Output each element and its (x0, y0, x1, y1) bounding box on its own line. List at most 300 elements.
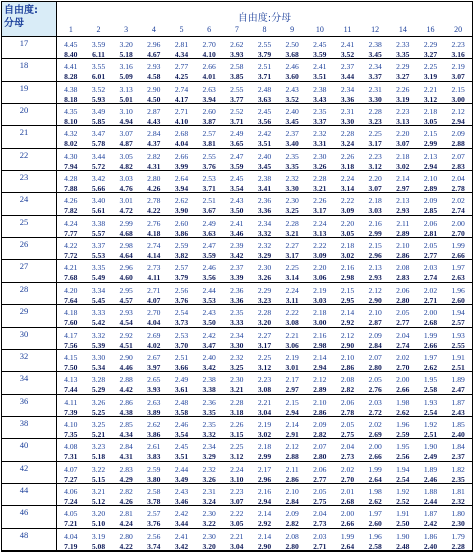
table-cell: 2.40 (423, 541, 438, 551)
table-cell: 7.56 (64, 340, 78, 350)
table-cell: 2.75 (313, 496, 327, 506)
table-cell: 3.36 (340, 94, 355, 104)
table-cell: 3.09 (313, 251, 327, 261)
table-cell: 3.20 (202, 541, 216, 551)
table-cell: 2.92 (119, 330, 133, 340)
table-cell: 2.15 (340, 285, 355, 295)
table-cell: 4.07 (147, 295, 161, 305)
table-cell: 4.34 (174, 50, 189, 59)
table-cell: 7.82 (64, 206, 78, 216)
table-cell: 2.90 (147, 84, 161, 94)
table-cell: 3.20 (257, 318, 272, 328)
table-cell: 2.06 (396, 285, 410, 295)
table-cell: 3.90 (174, 206, 189, 216)
table-cell: 2.16 (340, 263, 355, 273)
table-cell: 3.04 (257, 407, 272, 417)
table-cell: 3.33 (230, 318, 244, 328)
table-cell: 5.09 (119, 72, 133, 82)
row-df-cell (2, 484, 57, 505)
table-cell: 2.14 (340, 308, 355, 318)
table-cell: 2.37 (451, 452, 465, 462)
table-cell: 5.29 (91, 385, 106, 395)
table-cell: 4.45 (64, 40, 78, 49)
table-cell: 2.60 (174, 218, 189, 228)
table-row-alpha-01 (57, 317, 472, 328)
table-cell: 2.46 (423, 474, 438, 484)
table-cell: 2.22 (313, 241, 327, 251)
table-cell: 4.17 (174, 94, 189, 104)
row-df-cell (2, 395, 57, 416)
table-cell: 2.66 (202, 62, 216, 72)
table-cell: 2.98 (119, 241, 133, 251)
table-cell: 2.88 (285, 452, 299, 462)
table-row-group (2, 350, 472, 372)
table-cell: 2.14 (257, 531, 272, 541)
table-cell: 2.88 (119, 375, 133, 385)
table-cell: 2.55 (451, 340, 465, 350)
table-cell: 2.17 (257, 464, 272, 474)
table-cell: 2.70 (340, 474, 355, 484)
row-df-cell (2, 350, 57, 371)
table-cell: 2.35 (230, 308, 244, 318)
table-cell: 2.64 (174, 174, 189, 184)
table-cell: 2.32 (230, 352, 244, 362)
table-cell: 3.01 (285, 362, 299, 372)
table-cell: 5.93 (91, 94, 106, 104)
table-cell: 8.02 (64, 139, 78, 149)
table-cell: 3.59 (313, 50, 327, 59)
table-cell: 3.17 (257, 340, 272, 350)
table-cell: 2.56 (174, 285, 189, 295)
table-cell: 4.26 (64, 196, 78, 206)
table-cell: 2.25 (230, 442, 244, 452)
table-cell: 2.68 (423, 318, 438, 328)
row-df-label: 30 (19, 328, 29, 339)
table-cell: 2.73 (313, 519, 327, 529)
row-df-cell (2, 104, 57, 125)
table-cell: 2.92 (257, 519, 272, 529)
table-cell: 2.35 (451, 474, 465, 484)
table-cell: 2.53 (174, 330, 189, 340)
table-cell: 3.36 (230, 295, 244, 305)
table-cell: 2.05 (423, 241, 438, 251)
numerator-title: 自由度:分母 (237, 13, 292, 24)
table-cell: 2.08 (340, 375, 355, 385)
table-cell: 4.35 (64, 107, 78, 117)
table-cell: 2.00 (396, 375, 410, 385)
table-cell: 6.11 (92, 50, 105, 59)
table-cell: 2.89 (396, 228, 410, 238)
table-cell: 2.82 (285, 519, 299, 529)
table-row-alpha-01 (57, 161, 472, 172)
table-cell: 2.05 (313, 486, 327, 496)
table-cell: 3.37 (91, 241, 106, 251)
table-cell: 2.32 (313, 129, 327, 139)
column-number: 11 (343, 25, 352, 34)
table-cell: 3.21 (91, 486, 106, 496)
table-cell: 2.34 (230, 330, 244, 340)
table-cell: 4.22 (119, 541, 133, 551)
table-row-alpha-01 (57, 138, 472, 149)
table-cell: 4.94 (119, 117, 133, 127)
table-cell: 5.39 (91, 340, 106, 350)
table-cell: 5.34 (91, 362, 106, 372)
table-cell: 2.04 (313, 509, 327, 519)
table-cell: 2.28 (313, 174, 327, 184)
table-cell: 3.81 (202, 139, 216, 149)
table-cell: 7.39 (64, 407, 78, 417)
row-df-label: 32 (19, 350, 29, 361)
row-df-cell (2, 37, 57, 58)
table-cell: 2.54 (396, 474, 410, 484)
table-cell: 7.94 (64, 161, 78, 171)
table-cell: 2.26 (340, 151, 355, 161)
row-df-label: 21 (19, 127, 29, 138)
table-cell: 3.05 (340, 228, 355, 238)
table-cell: 2.41 (340, 40, 355, 49)
row-df-label: 27 (19, 261, 29, 272)
table-cell: 2.05 (368, 375, 382, 385)
table-cell: 3.31 (313, 139, 327, 149)
table-cell: 2.23 (230, 486, 244, 496)
table-cell: 3.50 (230, 206, 244, 216)
table-cell: 3.32 (257, 228, 272, 238)
table-cell: 3.52 (91, 84, 106, 94)
table-cell: 2.06 (313, 464, 327, 474)
table-cell: 2.24 (230, 464, 244, 474)
table-cell: 3.76 (147, 519, 161, 529)
table-cell: 2.80 (368, 362, 382, 372)
table-cell: 2.71 (174, 107, 189, 117)
table-cell: 2.00 (368, 442, 382, 452)
table-row-alpha-01 (57, 205, 472, 216)
table-cell: 2.12 (313, 375, 327, 385)
table-row-group (2, 305, 472, 327)
table-cell: 2.37 (230, 263, 244, 273)
table-cell: 2.28 (257, 308, 272, 318)
table-cell: 2.57 (451, 318, 465, 328)
table-cell: 4.11 (64, 397, 78, 407)
table-cell: 4.43 (147, 117, 161, 127)
table-cell: 2.42 (423, 519, 438, 529)
table-cell: 5.57 (91, 228, 106, 238)
table-cell: 2.62 (423, 362, 438, 372)
table-cell: 2.28 (340, 129, 355, 139)
table-cell: 2.15 (451, 84, 465, 94)
table-cell: 2.94 (451, 117, 465, 127)
table-cell: 2.63 (202, 84, 216, 94)
table-cell: 3.12 (257, 362, 272, 372)
table-cell: 2.86 (119, 397, 133, 407)
table-cell: 3.40 (285, 139, 299, 149)
table-cell: 2.59 (396, 429, 410, 439)
table-cell: 2.85 (119, 419, 133, 429)
table-cell: 3.86 (174, 228, 189, 238)
table-cell: 3.93 (230, 50, 244, 59)
table-cell: 3.44 (174, 519, 189, 529)
table-cell: 5.45 (91, 295, 106, 305)
table-cell: 2.64 (368, 474, 382, 484)
row-df-label: 34 (19, 373, 29, 384)
table-cell: 2.33 (396, 40, 410, 49)
row-df-cell (2, 238, 57, 259)
table-cell: 2.01 (340, 486, 355, 496)
table-cell: 2.19 (451, 62, 465, 72)
table-cell: 2.69 (147, 330, 161, 340)
table-cell: 3.11 (285, 295, 299, 305)
table-cell: 4.04 (174, 139, 189, 149)
row-df-cell (2, 372, 57, 393)
table-cell: 2.20 (396, 129, 410, 139)
table-cell: 3.29 (202, 452, 216, 462)
table-cell: 3.07 (230, 496, 244, 506)
column-number: 7 (234, 25, 239, 34)
column-number: 20 (454, 25, 463, 34)
row-df-cell (2, 439, 57, 460)
table-cell: 1.98 (368, 486, 382, 496)
table-cell: 3.68 (285, 50, 299, 59)
table-cell: 3.21 (230, 385, 244, 395)
table-cell: 2.60 (368, 519, 382, 529)
row-df-cell (2, 417, 57, 438)
table-cell: 2.52 (396, 496, 410, 506)
table-cell: 3.54 (230, 184, 244, 194)
table-cell: 4.10 (64, 419, 78, 429)
row-df-label: 38 (19, 417, 29, 428)
table-cell: 4.01 (202, 72, 216, 82)
table-cell: 3.49 (91, 107, 106, 117)
table-cell: 2.31 (202, 486, 216, 496)
table-cell: 3.10 (119, 107, 133, 117)
table-cell: 3.55 (91, 62, 106, 72)
table-cell: 3.25 (230, 362, 244, 372)
table-cell: 3.78 (147, 496, 161, 506)
table-cell: 2.00 (451, 218, 465, 228)
table-cell: 2.52 (230, 107, 244, 117)
table-cell: 3.25 (91, 419, 106, 429)
table-cell: 3.89 (147, 407, 161, 417)
table-cell: 2.66 (174, 151, 189, 161)
table-cell: 2.75 (340, 429, 355, 439)
table-row-alpha-01 (57, 116, 472, 127)
row-df-label: 46 (19, 507, 29, 518)
table-row-group (2, 395, 472, 417)
table-cell: 3.14 (285, 273, 299, 283)
table-cell: 1.96 (451, 285, 465, 295)
table-cell: 4.11 (147, 273, 161, 283)
table-cell: 2.27 (257, 330, 272, 340)
table-cell: 2.78 (451, 184, 465, 194)
table-cell: 4.10 (174, 117, 189, 127)
table-cell: 2.47 (202, 241, 216, 251)
table-cell: 2.92 (340, 318, 355, 328)
table-cell: 3.37 (368, 72, 382, 82)
table-cell: 6.01 (91, 72, 106, 82)
table-cell: 2.77 (174, 62, 189, 72)
row-df-label: 26 (19, 239, 29, 250)
table-cell: 4.15 (64, 352, 78, 362)
table-cell: 2.10 (340, 352, 355, 362)
table-cell: 7.31 (64, 452, 78, 462)
table-cell: 4.10 (202, 50, 216, 59)
table-cell: 2.77 (396, 318, 410, 328)
table-cell: 2.94 (313, 362, 327, 372)
table-cell: 2.58 (230, 62, 244, 72)
table-cell: 3.22 (202, 519, 216, 529)
table-cell: 2.27 (285, 241, 299, 251)
table-cell: 2.42 (202, 330, 216, 340)
table-cell: 5.01 (119, 94, 133, 104)
table-cell: 2.99 (368, 228, 382, 238)
table-cell: 2.82 (313, 429, 327, 439)
table-cell: 3.40 (91, 196, 106, 206)
row-df-cell (2, 126, 57, 147)
table-cell: 2.95 (119, 285, 133, 295)
table-cell: 2.48 (257, 84, 272, 94)
table-row-group (2, 439, 472, 461)
table-cell: 2.02 (451, 196, 465, 206)
table-cell: 2.74 (423, 273, 438, 283)
table-cell: 3.03 (313, 295, 327, 305)
table-cell: 3.56 (202, 273, 216, 283)
table-cell: 3.24 (202, 496, 216, 506)
table-cell: 2.71 (147, 285, 161, 295)
table-cell: 7.19 (64, 541, 78, 551)
table-cell: 1.99 (340, 531, 355, 541)
table-cell: 3.44 (340, 72, 355, 82)
table-cell: 2.74 (174, 84, 189, 94)
table-cell: 4.50 (147, 94, 161, 104)
table-cell: 2.21 (230, 531, 244, 541)
table-cell: 2.10 (285, 486, 299, 496)
table-cell: 2.26 (313, 196, 327, 206)
table-cell: 2.70 (396, 362, 410, 372)
table-cell: 2.59 (174, 241, 189, 251)
table-cell: 4.31 (147, 161, 161, 171)
row-df-label: 24 (19, 194, 29, 205)
table-cell: 2.08 (285, 531, 299, 541)
table-cell: 2.23 (396, 107, 410, 117)
table-cell: 2.19 (257, 419, 272, 429)
table-cell: 2.30 (257, 263, 272, 273)
table-cell: 4.04 (64, 531, 78, 541)
table-cell: 2.14 (396, 174, 410, 184)
table-cell: 2.09 (451, 129, 465, 139)
table-row-alpha-01 (57, 94, 472, 105)
table-cell: 4.32 (64, 129, 78, 139)
table-cell: 2.18 (257, 442, 272, 452)
table-cell: 2.97 (285, 385, 299, 395)
table-cell: 2.04 (340, 442, 355, 452)
table-cell: 2.68 (340, 496, 355, 506)
table-cell: 2.38 (368, 40, 382, 49)
table-row-group (2, 149, 472, 171)
table-cell: 2.55 (230, 84, 244, 94)
table-cell: 2.69 (368, 429, 382, 439)
table-cell: 2.16 (368, 218, 382, 228)
row-df-cell (2, 305, 57, 326)
table-cell: 2.93 (147, 62, 161, 72)
table-cell: 4.26 (147, 184, 161, 194)
table-cell: 5.72 (91, 161, 106, 171)
table-cell: 2.42 (174, 509, 189, 519)
table-cell: 4.17 (64, 330, 78, 340)
table-cell: 2.94 (423, 161, 438, 171)
table-cell: 1.92 (396, 486, 410, 496)
table-cell: 2.46 (285, 62, 299, 72)
row-df-cell (2, 506, 57, 527)
table-cell: 4.87 (119, 139, 133, 149)
table-cell: 3.16 (451, 50, 465, 59)
table-cell: 4.82 (119, 161, 133, 171)
table-cell: 4.38 (64, 84, 78, 94)
table-cell: 3.79 (174, 273, 189, 283)
table-cell: 2.04 (451, 174, 465, 184)
table-cell: 3.26 (257, 273, 272, 283)
table-cell: 5.08 (91, 541, 106, 551)
table-cell: 3.27 (396, 72, 410, 82)
table-cell: 2.31 (340, 107, 355, 117)
table-cell: 2.80 (285, 541, 299, 551)
table-cell: 3.34 (91, 285, 106, 295)
table-cell: 3.07 (119, 129, 133, 139)
table-cell: 2.89 (423, 184, 438, 194)
table-cell: 3.73 (174, 318, 189, 328)
table-cell: 2.09 (368, 330, 382, 340)
table-cell: 3.18 (340, 161, 355, 171)
table-cell: 4.57 (119, 295, 133, 305)
table-cell: 3.28 (91, 375, 106, 385)
table-cell: 3.07 (368, 184, 382, 194)
table-cell: 2.16 (257, 486, 272, 496)
table-cell: 1.79 (451, 531, 465, 541)
table-cell: 2.20 (313, 263, 327, 273)
table-cell: 2.25 (368, 129, 382, 139)
table-cell: 2.07 (451, 151, 465, 161)
table-cell: 1.93 (423, 397, 438, 407)
table-cell: 2.81 (174, 40, 189, 49)
table-cell: 3.22 (91, 464, 106, 474)
table-cell: 2.34 (202, 442, 216, 452)
table-cell: 2.62 (174, 196, 189, 206)
table-cell: 7.44 (64, 385, 78, 395)
table-cell: 2.78 (147, 196, 161, 206)
table-cell: 1.80 (451, 509, 465, 519)
table-cell: 3.51 (174, 452, 189, 462)
table-cell: 3.59 (202, 251, 216, 261)
table-cell: 2.24 (313, 218, 327, 228)
table-cell: 3.42 (202, 362, 216, 372)
table-cell: 2.54 (174, 308, 189, 318)
table-cell: 3.00 (451, 94, 465, 104)
table-cell: 1.97 (368, 509, 382, 519)
table-cell: 2.13 (396, 196, 410, 206)
table-cell: 2.62 (147, 419, 161, 429)
table-cell: 2.45 (257, 107, 272, 117)
table-cell: 1.89 (423, 464, 438, 474)
table-cell: 7.27 (64, 474, 78, 484)
table-cell: 3.19 (423, 72, 438, 82)
table-cell: 3.49 (174, 474, 189, 484)
table-cell: 1.90 (396, 531, 410, 541)
table-cell: 2.78 (340, 407, 355, 417)
row-df-label: 22 (19, 149, 29, 160)
table-cell: 3.65 (230, 139, 244, 149)
table-cell: 2.21 (285, 330, 299, 340)
table-cell: 4.08 (64, 442, 78, 452)
table-row-alpha-01 (57, 407, 472, 418)
table-cell: 2.77 (313, 474, 327, 484)
